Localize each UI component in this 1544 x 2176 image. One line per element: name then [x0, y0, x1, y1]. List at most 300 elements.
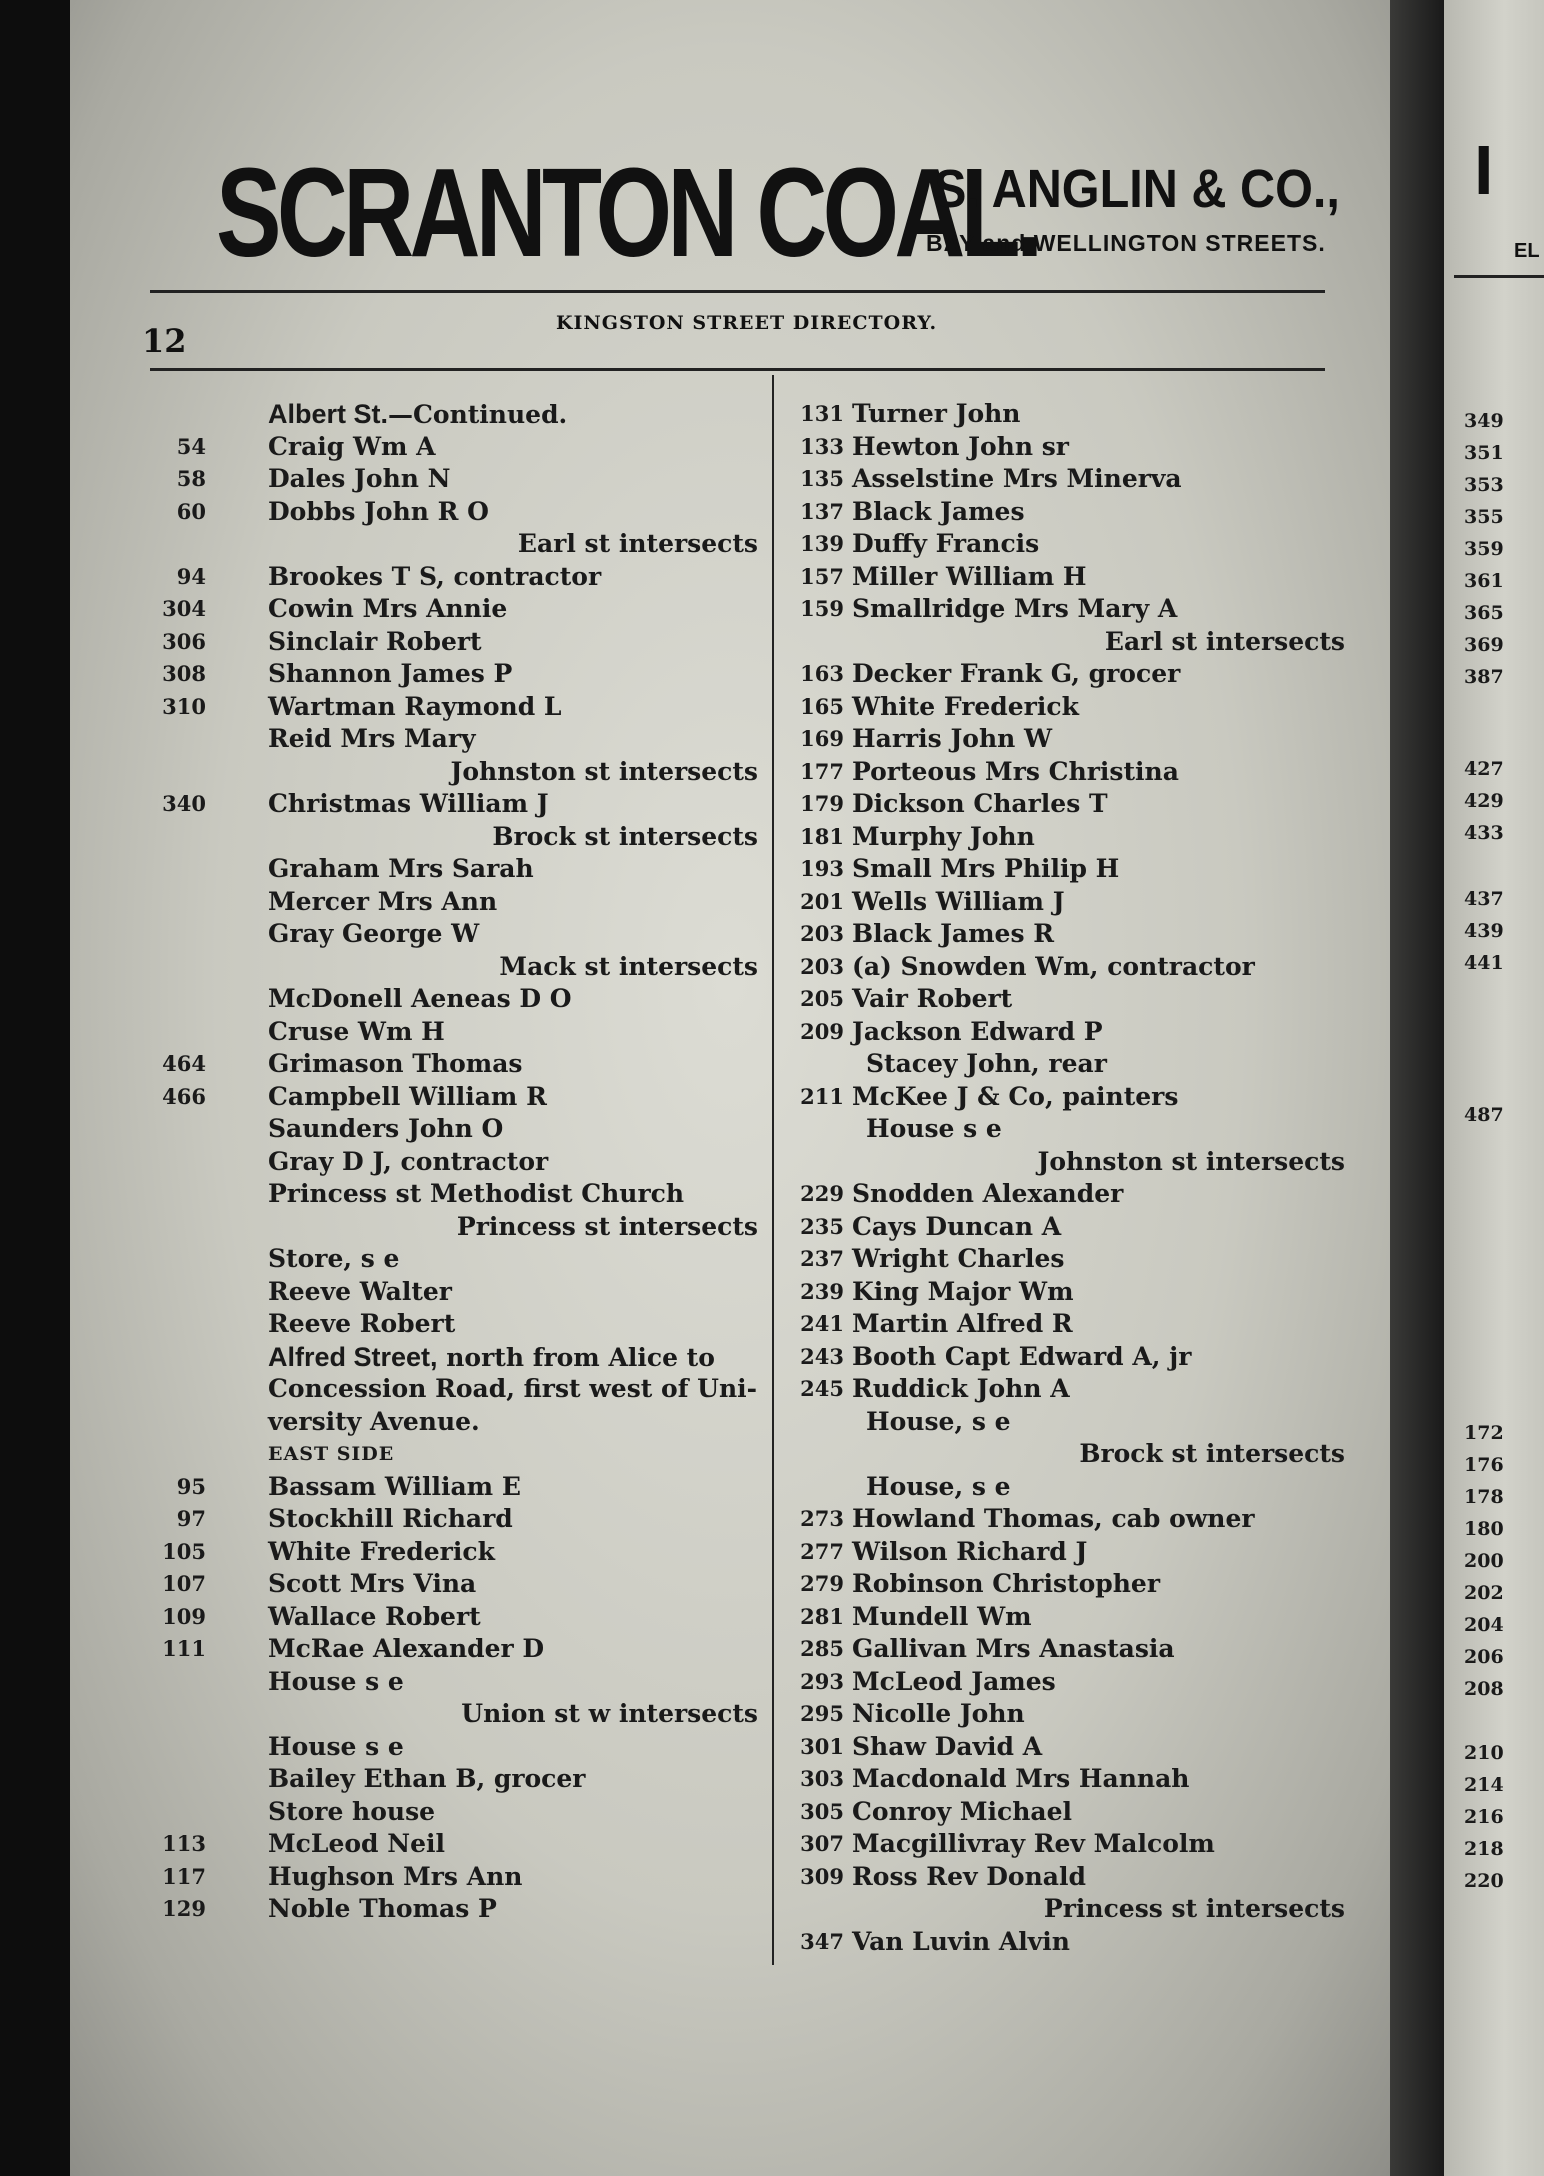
directory-entry — [800, 1016, 1345, 1049]
directory-entry — [800, 496, 1345, 529]
resident-name: White Frederick — [852, 691, 1079, 721]
resident-name: Booth Capt Edward A, jr — [852, 1341, 1192, 1371]
directory-entry — [162, 1601, 758, 1634]
directory-entry — [218, 1243, 758, 1276]
side-heading — [218, 1438, 758, 1471]
directory-entry — [218, 1146, 758, 1179]
resident-name: Gray George W — [268, 919, 480, 948]
house-number: 179 — [800, 791, 844, 816]
street-title: Alfred Street, — [268, 1341, 438, 1372]
adjacent-house-number: 172 — [1464, 1422, 1504, 1444]
house-number: 293 — [800, 1668, 844, 1694]
resident-name: Store house — [268, 1796, 436, 1826]
resident-name: Reeve Walter — [268, 1276, 452, 1306]
adjacent-page-letter: I — [1474, 131, 1494, 209]
resident-name: Wells William J — [852, 886, 1065, 916]
directory-entry — [800, 1861, 1345, 1894]
adjacent-house-number: 210 — [1464, 1742, 1504, 1764]
directory-entry — [162, 1536, 758, 1569]
house-number: 209 — [800, 1018, 844, 1044]
directory-entry — [162, 1828, 758, 1861]
header-rule — [150, 368, 1325, 371]
page-gutter — [1390, 0, 1444, 2176]
resident-name: Noble Thomas P — [268, 1894, 497, 1923]
house-number: 54 — [176, 433, 206, 459]
resident-name: Earl st intersects — [517, 529, 758, 558]
house-number: 203 — [800, 921, 844, 946]
house-number: 205 — [800, 986, 844, 1011]
resident-name: Wallace Robert — [268, 1601, 481, 1631]
resident-name: EAST SIDE — [268, 1443, 395, 1465]
house-number: 307 — [800, 1831, 844, 1856]
adjacent-page-rule — [1454, 275, 1544, 278]
adjacent-house-number: 206 — [1464, 1646, 1504, 1668]
resident-name: Dales John N — [268, 464, 451, 493]
house-number: 277 — [800, 1538, 844, 1564]
resident-name: Brock st intersects — [1079, 1439, 1345, 1468]
resident-name: Conroy Michael — [852, 1796, 1072, 1826]
directory-entry — [800, 561, 1345, 594]
advert-headline: SCRANTON COAL. — [216, 142, 1039, 283]
house-number: 165 — [800, 693, 844, 719]
house-number: 281 — [800, 1603, 844, 1629]
resident-name: Johnston st intersects — [450, 756, 758, 786]
resident-name: Scott Mrs Vina — [268, 1569, 477, 1598]
house-number: 308 — [162, 661, 206, 686]
directory-entry — [162, 593, 758, 626]
adjacent-house-number: 353 — [1464, 474, 1504, 496]
directory-entry — [800, 1178, 1345, 1211]
house-number: 279 — [800, 1571, 844, 1596]
directory-entry — [218, 1373, 758, 1406]
house-number: 133 — [800, 433, 844, 459]
resident-name: Turner John — [852, 399, 1021, 428]
resident-name: Ruddick John A — [852, 1374, 1070, 1403]
resident-name: Saunders John O — [268, 1114, 504, 1143]
adjacent-house-number: 180 — [1464, 1518, 1504, 1540]
house-number: 245 — [800, 1376, 844, 1401]
resident-name: House s e — [268, 1666, 404, 1696]
resident-name: House, s e — [866, 1406, 1011, 1436]
resident-name: Porteous Mrs Christina — [852, 756, 1179, 786]
intersection-note — [218, 756, 758, 789]
directory-entry — [162, 1861, 758, 1894]
directory-entry — [162, 691, 758, 724]
adjacent-house-number: 220 — [1464, 1870, 1504, 1892]
directory-entry — [800, 853, 1345, 886]
resident-name: Jackson Edward P — [852, 1016, 1103, 1046]
house-number: 464 — [162, 1051, 206, 1076]
resident-name: Macgillivray Rev Malcolm — [852, 1829, 1215, 1858]
directory-entry — [162, 788, 758, 821]
resident-name: Ross Rev Donald — [852, 1861, 1086, 1891]
adjacent-page-fragment — [1444, 0, 1544, 2176]
intersection-note — [218, 821, 758, 854]
resident-name: Brock st intersects — [492, 821, 758, 851]
resident-name: Bailey Ethan B, grocer — [268, 1764, 586, 1793]
page-number: 12 — [142, 322, 187, 360]
resident-name: Harris John W — [852, 724, 1053, 753]
directory-entry — [800, 593, 1345, 626]
resident-name: versity Avenue. — [268, 1406, 480, 1436]
resident-name: McRae Alexander D — [268, 1634, 545, 1663]
directory-entry — [800, 1601, 1345, 1634]
resident-name: Hewton John sr — [852, 431, 1069, 461]
advert-firm-name: S. ANGLIN & CO., — [934, 159, 1340, 219]
advertisement-banner — [216, 142, 1390, 290]
resident-name: King Major Wm — [852, 1276, 1074, 1306]
directory-entry — [176, 496, 758, 529]
adjacent-house-number: 365 — [1464, 602, 1504, 624]
adjacent-house-number: 441 — [1464, 952, 1504, 974]
intersection-note — [800, 626, 1345, 659]
resident-name: Union st w intersects — [461, 1699, 758, 1728]
adjacent-house-number: 200 — [1464, 1550, 1504, 1572]
directory-entry — [176, 1471, 758, 1504]
house-number: 117 — [162, 1863, 206, 1889]
resident-name: Grimason Thomas — [268, 1049, 523, 1078]
resident-name: Vair Robert — [852, 984, 1013, 1013]
directory-entry — [218, 723, 758, 756]
resident-name: Princess st Methodist Church — [268, 1179, 685, 1208]
house-number: 306 — [162, 628, 206, 654]
house-number: 113 — [162, 1831, 206, 1856]
left-column — [162, 398, 758, 1926]
house-number: 340 — [162, 791, 206, 816]
resident-name: Craig Wm A — [268, 431, 436, 461]
directory-entry — [800, 1731, 1345, 1764]
adjacent-house-number: 349 — [1464, 410, 1504, 432]
directory-entry — [800, 918, 1345, 951]
house-number: 58 — [176, 466, 206, 491]
resident-name: Decker Frank G, grocer — [852, 659, 1181, 688]
resident-name: Bassam William E — [268, 1471, 521, 1501]
house-number: 201 — [800, 888, 844, 914]
column-divider — [772, 375, 774, 1965]
directory-entry — [800, 1243, 1345, 1276]
resident-name: Wright Charles — [852, 1244, 1065, 1273]
house-number: 285 — [800, 1636, 844, 1661]
resident-name: Murphy John — [852, 821, 1035, 851]
intersection-note — [218, 951, 758, 984]
directory-entry — [218, 1016, 758, 1049]
resident-name: White Frederick — [268, 1536, 495, 1566]
house-number: 107 — [162, 1571, 206, 1596]
house-number: 309 — [800, 1863, 844, 1889]
resident-name: Princess st intersects — [1043, 1894, 1345, 1923]
house-number: 347 — [800, 1928, 844, 1954]
resident-name: Gallivan Mrs Anastasia — [852, 1634, 1175, 1663]
directory-entry — [162, 626, 758, 659]
directory-entry — [800, 1471, 1345, 1504]
house-number: 129 — [162, 1896, 206, 1921]
directory-entry — [218, 1178, 758, 1211]
house-number: 305 — [800, 1798, 844, 1824]
directory-entry — [162, 1633, 758, 1666]
adjacent-house-number: 202 — [1464, 1582, 1504, 1604]
directory-entry — [800, 658, 1345, 691]
house-number: 466 — [162, 1083, 206, 1109]
house-number: 169 — [800, 726, 844, 751]
house-number: 97 — [176, 1506, 206, 1531]
resident-name: Nicolle John — [852, 1699, 1025, 1728]
house-number: 159 — [800, 596, 844, 621]
resident-name: McDonell Aeneas D O — [268, 984, 572, 1013]
house-number: 310 — [162, 693, 206, 719]
directory-entry — [800, 983, 1345, 1016]
house-number: 105 — [162, 1538, 206, 1564]
adjacent-house-number: 216 — [1464, 1806, 1504, 1828]
house-number: 239 — [800, 1278, 844, 1304]
directory-entry — [218, 1113, 758, 1146]
house-number: 303 — [800, 1766, 844, 1791]
resident-name: Mack st intersects — [499, 951, 758, 981]
directory-entry — [800, 431, 1345, 464]
resident-name: Martin Alfred R — [852, 1309, 1073, 1338]
intersection-note — [800, 1438, 1345, 1471]
resident-name: Shannon James P — [268, 659, 513, 688]
house-number: 203 — [800, 953, 844, 979]
house-number: 157 — [800, 563, 844, 589]
directory-entry — [800, 691, 1345, 724]
directory-entry — [218, 1763, 758, 1796]
resident-name: McKee J & Co, painters — [852, 1081, 1179, 1111]
resident-name: Black James — [852, 496, 1025, 526]
house-number: 137 — [800, 498, 844, 524]
resident-name: Snodden Alexander — [852, 1179, 1124, 1208]
directory-entry — [800, 1276, 1345, 1309]
house-number: 243 — [800, 1343, 844, 1369]
street-heading — [218, 398, 758, 431]
resident-name: Wilson Richard J — [852, 1536, 1088, 1566]
adjacent-house-number: 351 — [1464, 442, 1504, 464]
resident-name: Black James R — [852, 919, 1055, 948]
directory-entry — [800, 788, 1345, 821]
street-description: —Continued. — [388, 400, 568, 429]
directory-entry — [800, 1503, 1345, 1536]
resident-name: Brookes T S, contractor — [268, 561, 602, 591]
street-name — [268, 398, 567, 432]
adjacent-house-number: 361 — [1464, 570, 1504, 592]
resident-name: Princess st intersects — [456, 1211, 758, 1241]
intersection-note — [800, 1893, 1345, 1926]
resident-name: Mercer Mrs Ann — [268, 886, 498, 916]
resident-name: Stacey John, rear — [866, 1049, 1107, 1078]
directory-entry — [176, 1503, 758, 1536]
adjacent-house-number: 433 — [1464, 822, 1504, 844]
resident-name: Dobbs John R O — [268, 496, 489, 526]
resident-name: Macdonald Mrs Hannah — [852, 1764, 1190, 1793]
adjacent-house-number: 387 — [1464, 666, 1504, 688]
street-name — [268, 1341, 715, 1375]
resident-name: Campbell William R — [268, 1081, 547, 1111]
directory-entry — [800, 1081, 1345, 1114]
house-number: 95 — [176, 1473, 206, 1499]
adjacent-house-number: 355 — [1464, 506, 1504, 528]
house-number: 111 — [162, 1636, 206, 1661]
adjacent-house-number: 204 — [1464, 1614, 1504, 1636]
adjacent-house-number: 359 — [1464, 538, 1504, 560]
directory-entry — [218, 1731, 758, 1764]
house-number: 211 — [800, 1083, 844, 1109]
resident-name: McLeod Neil — [268, 1829, 445, 1858]
directory-entry — [218, 983, 758, 1016]
right-column — [800, 398, 1345, 1958]
resident-name: Johnston st intersects — [1037, 1146, 1345, 1176]
house-number: 273 — [800, 1506, 844, 1531]
directory-entry — [800, 1113, 1345, 1146]
house-number: 135 — [800, 466, 844, 491]
resident-name: Graham Mrs Sarah — [268, 854, 534, 883]
directory-entry — [800, 1633, 1345, 1666]
directory-entry — [800, 1211, 1345, 1244]
adjacent-house-number: 176 — [1464, 1454, 1504, 1476]
resident-name: Stockhill Richard — [268, 1504, 513, 1533]
resident-name: Dickson Charles T — [852, 789, 1108, 818]
resident-name: House s e — [866, 1114, 1002, 1143]
adjacent-house-number: 487 — [1464, 1104, 1504, 1126]
house-number: 304 — [162, 596, 206, 621]
resident-name: Reeve Robert — [268, 1309, 456, 1338]
resident-name: Wartman Raymond L — [268, 691, 562, 721]
house-number: 131 — [800, 401, 844, 426]
house-number: 139 — [800, 531, 844, 556]
directory-entry — [800, 1763, 1345, 1796]
adjacent-house-number: 369 — [1464, 634, 1504, 656]
resident-name: Earl st intersects — [1104, 626, 1345, 656]
directory-entry — [800, 398, 1345, 431]
resident-name: Concession Road, first west of Uni- — [268, 1374, 758, 1403]
house-number: 301 — [800, 1733, 844, 1759]
resident-name: Sinclair Robert — [268, 626, 482, 656]
resident-name: Duffy Francis — [852, 529, 1040, 558]
resident-name: Smallridge Mrs Mary A — [852, 594, 1178, 623]
resident-name: Miller William H — [852, 561, 1087, 591]
directory-entry — [176, 431, 758, 464]
directory-entry — [800, 821, 1345, 854]
adjacent-house-number: 218 — [1464, 1838, 1504, 1860]
directory-entry — [800, 1536, 1345, 1569]
house-number: 163 — [800, 661, 844, 686]
directory-entry — [218, 1308, 758, 1341]
intersection-note — [218, 1211, 758, 1244]
directory-entry — [800, 1828, 1345, 1861]
directory-entry — [800, 1341, 1345, 1374]
advert-address: BAY and WELLINGTON STREETS. — [926, 230, 1326, 256]
directory-entry — [800, 1406, 1345, 1439]
intersection-note — [218, 528, 758, 561]
adjacent-page-heading: EL — [1514, 240, 1540, 262]
house-number: 193 — [800, 856, 844, 881]
house-number: 235 — [800, 1213, 844, 1239]
resident-name: Robinson Christopher — [852, 1569, 1161, 1598]
house-number: 237 — [800, 1246, 844, 1271]
directory-entry — [800, 1048, 1345, 1081]
resident-name: Mundell Wm — [852, 1601, 1032, 1631]
house-number: 241 — [800, 1311, 844, 1336]
directory-entry — [800, 756, 1345, 789]
directory-entry — [218, 918, 758, 951]
house-number: 295 — [800, 1701, 844, 1726]
adjacent-house-number: 429 — [1464, 790, 1504, 812]
directory-entry — [218, 1276, 758, 1309]
directory-entry — [218, 1796, 758, 1829]
running-head: KINGSTON STREET DIRECTORY. — [556, 312, 938, 334]
directory-entry — [800, 723, 1345, 756]
directory-entry — [162, 658, 758, 691]
adjacent-house-number: 178 — [1464, 1486, 1504, 1508]
house-number: 181 — [800, 823, 844, 849]
resident-name: Shaw David A — [852, 1731, 1043, 1761]
intersection-note — [800, 1146, 1345, 1179]
directory-entry — [800, 886, 1345, 919]
directory-entry — [162, 1081, 758, 1114]
directory-entry — [800, 528, 1345, 561]
house-number: 60 — [176, 498, 206, 524]
adjacent-house-number: 439 — [1464, 920, 1504, 942]
house-number: 109 — [162, 1603, 206, 1629]
directory-entry — [218, 1406, 758, 1439]
resident-name: Store, s e — [268, 1244, 400, 1273]
house-number: 229 — [800, 1181, 844, 1206]
directory-entry — [800, 1796, 1345, 1829]
intersection-note — [218, 1698, 758, 1731]
directory-entry — [218, 886, 758, 919]
resident-name: Cays Duncan A — [852, 1211, 1062, 1241]
resident-name: Cruse Wm H — [268, 1016, 445, 1046]
directory-entry — [218, 853, 758, 886]
street-title: Albert St. — [268, 399, 389, 429]
resident-name: Small Mrs Philip H — [852, 854, 1120, 883]
resident-name: House, s e — [866, 1471, 1011, 1501]
resident-name: Gray D J, contractor — [268, 1146, 549, 1176]
directory-entry — [800, 1308, 1345, 1341]
adjacent-house-number: 437 — [1464, 888, 1504, 910]
directory-entry — [176, 463, 758, 496]
resident-name: Van Luvin Alvin — [852, 1926, 1070, 1956]
house-number: 94 — [176, 563, 206, 589]
street-description: north from Alice to — [437, 1342, 715, 1372]
resident-name: Hughson Mrs Ann — [268, 1861, 523, 1891]
directory-entry — [176, 561, 758, 594]
directory-entry — [800, 1698, 1345, 1731]
directory-entry — [800, 951, 1345, 984]
directory-entry — [800, 1373, 1345, 1406]
directory-entry — [218, 1666, 758, 1699]
directory-entry — [162, 1893, 758, 1926]
street-heading — [218, 1341, 758, 1374]
adjacent-house-number: 427 — [1464, 758, 1504, 780]
house-number: 177 — [800, 758, 844, 784]
directory-entry — [162, 1568, 758, 1601]
directory-entry — [800, 1666, 1345, 1699]
resident-name: Asselstine Mrs Minerva — [852, 464, 1182, 493]
resident-name: House s e — [268, 1731, 404, 1761]
directory-entry — [800, 463, 1345, 496]
directory-entry — [800, 1568, 1345, 1601]
resident-name: Cowin Mrs Annie — [268, 594, 508, 623]
resident-name: (a) Snowden Wm, contractor — [852, 951, 1255, 981]
adjacent-house-number: 214 — [1464, 1774, 1504, 1796]
directory-entry — [800, 1926, 1345, 1959]
resident-name: Howland Thomas, cab owner — [852, 1504, 1255, 1533]
resident-name: McLeod James — [852, 1666, 1056, 1696]
directory-entry — [162, 1048, 758, 1081]
resident-name: Reid Mrs Mary — [268, 724, 476, 753]
resident-name: Christmas William J — [268, 789, 549, 818]
top-rule — [150, 290, 1325, 293]
adjacent-house-number: 208 — [1464, 1678, 1504, 1700]
